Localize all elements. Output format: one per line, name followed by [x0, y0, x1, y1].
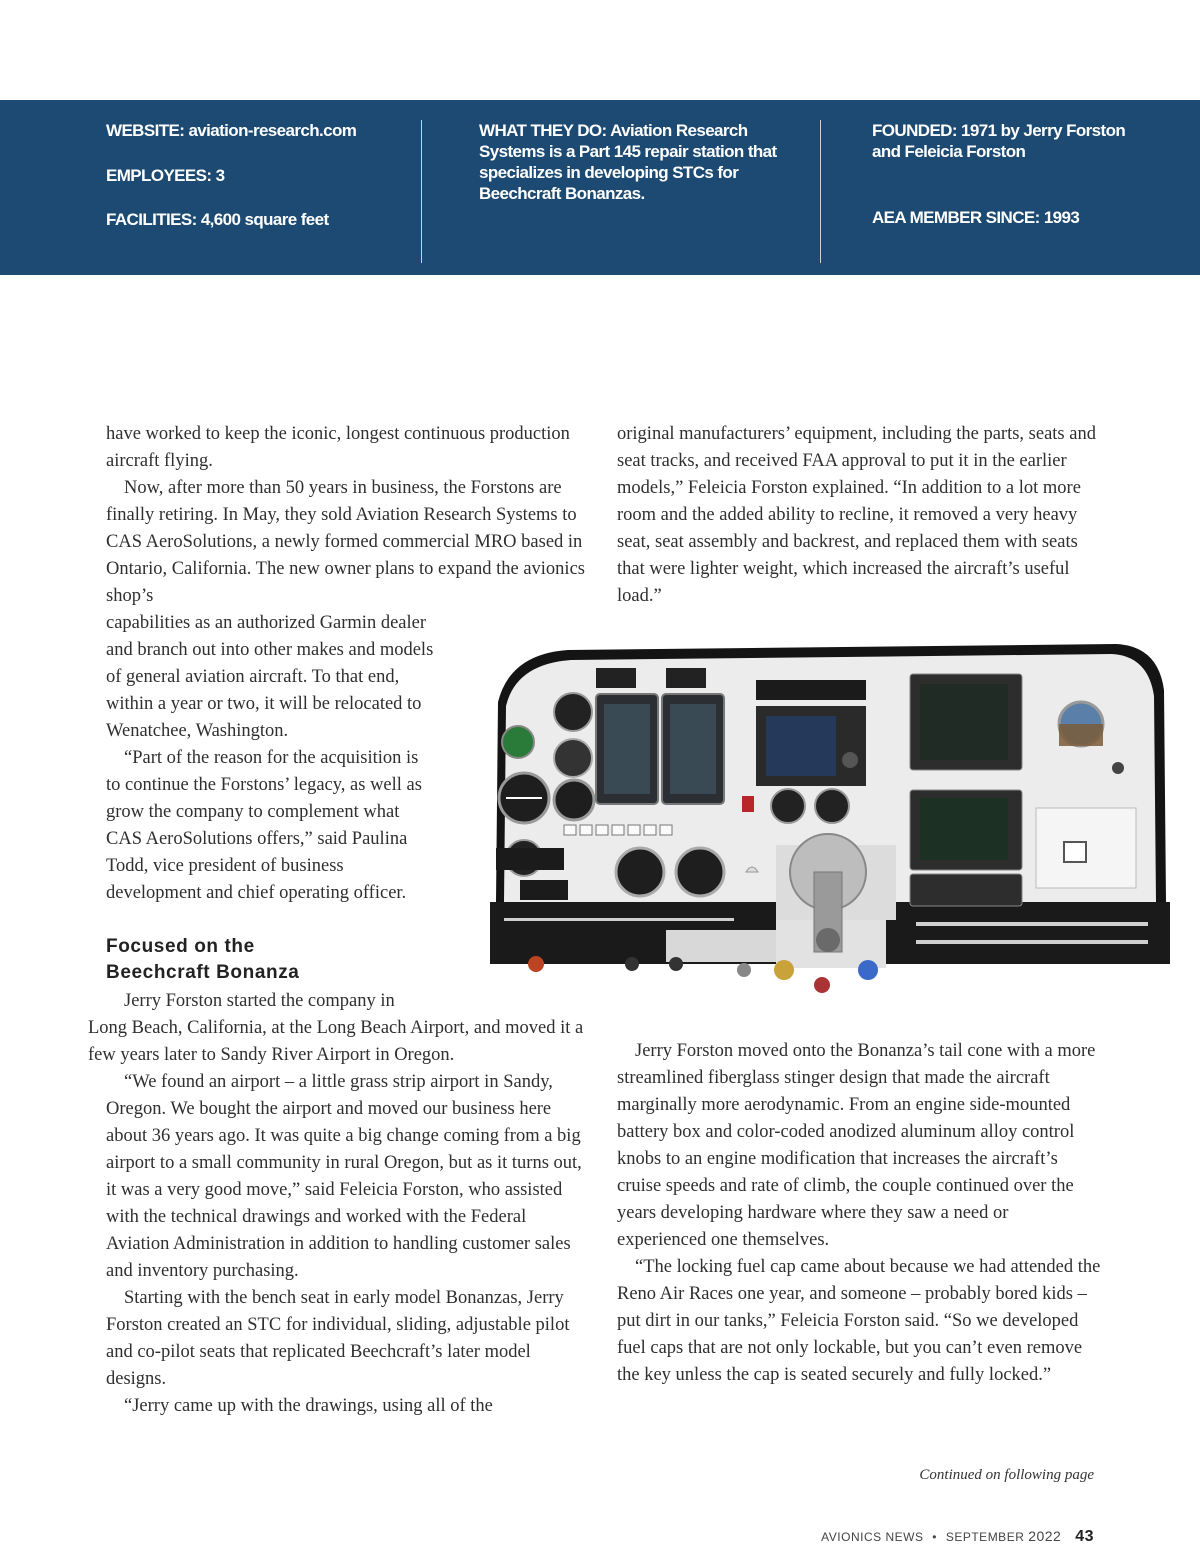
paragraph: Jerry Forston started the company in Long Beach, California, at the Long Beach Airport, and moved it a few years later to Sandy River Airport in Oregon. — [88, 991, 584, 1065]
radio — [756, 680, 866, 700]
paragraph: have worked to keep the iconic, longest continuous production aircraft flying. — [106, 424, 570, 471]
right-column-top — [617, 421, 1102, 610]
transponder — [496, 848, 564, 870]
publication-name: AVIONICS NEWS — [821, 1530, 924, 1544]
gauge — [676, 848, 724, 896]
banner-col-2 — [479, 120, 779, 204]
throttle-knob — [774, 960, 794, 980]
banner-divider — [421, 120, 422, 263]
banner-col-3 — [872, 120, 1132, 228]
facilities-fact: FACILITIES: 4,600 square feet — [106, 210, 329, 229]
aea-member-fact: AEA MEMBER SINCE: 1993 — [872, 208, 1080, 227]
gps-lower — [910, 874, 1022, 906]
paragraph: Jerry Forston moved onto the Bonanza’s tail cone with a more streamlined fiberglass stinger design that made the aircraft marginally more aerodynamic. From an engine side-mounted battery box and color-coded anodized aluminum alloy control knobs to an engine modification that increases the aircraft’s cruise speeds and rate of climb, the couple continued over the years developing hardware where they saw a need or experienced one themselves. — [617, 1041, 1096, 1250]
what-they-do-fact: WHAT THEY DO: Aviation Research Systems is a Part 145 repair station that specializes in developing STCs for Beechcraft Bonanzas. — [479, 121, 777, 203]
paragraph: capabilities as an authorized Garmin dealer and branch out into other makes and models of general aviation aircraft. To that end, within a year or two, it will be relocated to Wenatchee, Washington. — [106, 613, 434, 741]
instrument-panel-photo — [476, 640, 1171, 1005]
issue-month: SEPTEMBER — [945, 1530, 1025, 1544]
prop-knob — [858, 960, 878, 980]
paragraph: Starting with the bench seat in early model Bonanzas, Jerry Forston created an STC for individual, sliding, adjustable pilot and co-pilot seats that replicated Beechcraft’s later model designs. — [106, 1288, 570, 1389]
page-footer: AVIONICS NEWS • SEPTEMBER 2022 43 — [821, 1528, 1094, 1545]
banner-col-1 — [106, 120, 406, 230]
right-column-bottom — [617, 1038, 1102, 1389]
paragraph: original manufacturers’ equipment, including the parts, seats and seat tracks, and received FAA approval to put it in the earlier models,” Feleicia Forston explained. “In addition to a lot more room and the added ability to recline, it removed a very heavy seat, seat assembly and backrest, and replaced them with seats that were lighter weight, which increased the aircraft’s useful load.” — [617, 424, 1096, 606]
continued-note: Continued on following page — [919, 1467, 1094, 1483]
website-fact: WEBSITE: aviation-research.com — [106, 121, 357, 140]
paragraph: “Part of the reason for the acquisition is to continue the Forstons’ legacy, as well as grow the company to complement what CAS AeroSolutions offers,” said Paulina Todd, vice president of business development and chief operating officer. — [106, 748, 422, 903]
paragraph: Now, after more than 50 years in business, the Forstons are finally retiring. In May, they sold Aviation Research Systems to CAS AeroSolutions, a newly formed commercial MRO based in Ontario, California. The new owner plans to expand the avionics shop’s — [106, 478, 585, 606]
page-number: 43 — [1075, 1528, 1094, 1545]
switch-row — [564, 825, 672, 835]
employees-fact: EMPLOYEES: 3 — [106, 166, 225, 185]
paragraph: “The locking fuel cap came about because we had attended the Reno Air Races one year, and someone – probably bored kids – put dirt in our tanks,” Feleicia Forston said. “So we developed fuel caps that are not only lockable, but you can’t even remove the key unless the cap is seated securely and fully locked.” — [617, 1257, 1101, 1385]
paragraph: “Jerry came up with the drawings, using all of the — [124, 1396, 493, 1416]
section-heading: Focused on the Beechcraft Bonanza — [106, 936, 300, 983]
fact-banner — [0, 100, 1200, 275]
issue-year: 2022 — [1028, 1528, 1062, 1544]
gauge — [616, 848, 664, 896]
paragraph: “We found an airport – a little grass strip airport in Sandy, Oregon. We bought the airport and moved our business here about 36 years ago. It was quite a big change coming from a big airport to a small community in rural Oregon, but as it turns out, it was a very good move,” said Feleicia Forston, who assisted with the technical drawings and worked with the Federal Aviation Administration in addition to handling customer sales and inventory purchasing. — [106, 1072, 582, 1281]
banner-divider — [820, 120, 821, 263]
founded-fact: FOUNDED: 1971 by Jerry Forston and Feleicia Forston — [872, 121, 1126, 161]
